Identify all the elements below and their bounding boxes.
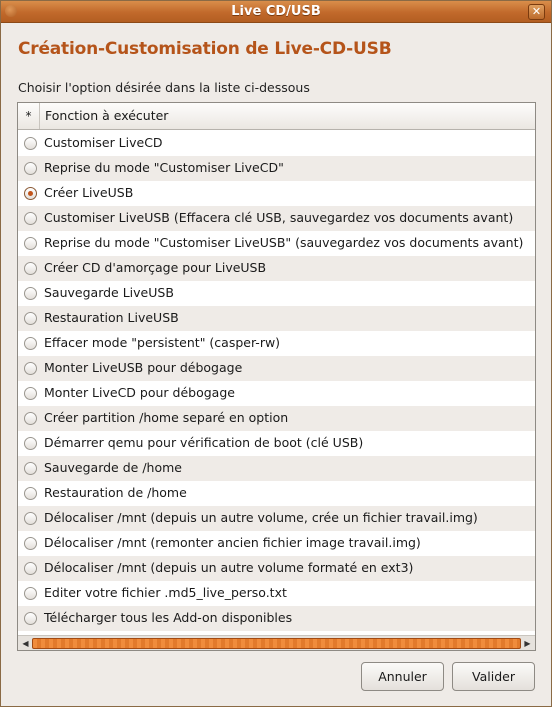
option-radio[interactable] — [24, 362, 37, 375]
list-item[interactable] — [18, 231, 535, 256]
list-item[interactable] — [18, 406, 535, 431]
list-item[interactable] — [18, 581, 535, 606]
list-item[interactable] — [18, 556, 535, 581]
list-item-label: Editer votre fichier .md5_live_perso.txt — [44, 585, 287, 600]
option-radio[interactable] — [24, 612, 37, 625]
list-item[interactable] — [18, 381, 535, 406]
list-item[interactable] — [18, 606, 535, 631]
ok-button[interactable] — [452, 662, 535, 691]
list-item-label: Customiser LiveUSB (Effacera clé USB, sauvegardez vos documents avant) — [44, 210, 514, 225]
option-radio[interactable] — [24, 212, 37, 225]
list-header — [18, 103, 535, 130]
list-item[interactable] — [18, 256, 535, 281]
list-item-label: Démarrer qemu pour vérification de boot (clé USB) — [44, 435, 364, 450]
list-item-label: Reprise du mode "Customiser LiveCD" — [44, 160, 284, 175]
option-radio[interactable] — [24, 487, 37, 500]
list-item-label: Reprise du mode "Customiser LiveUSB" (sauvegardez vos documents avant) — [44, 235, 524, 250]
option-radio[interactable] — [24, 387, 37, 400]
title-bar[interactable] — [1, 1, 551, 23]
option-radio[interactable] — [24, 162, 37, 175]
list-item-label: Délocaliser /mnt (depuis un autre volume formaté en ext3) — [44, 560, 414, 575]
list-item-label: Monter LiveCD pour débogage — [44, 385, 235, 400]
list-item[interactable] — [18, 356, 535, 381]
list-item[interactable] — [18, 531, 535, 556]
page-title: Création-Customisation de Live-CD-USB — [18, 39, 392, 59]
option-radio[interactable] — [24, 562, 37, 575]
option-radio[interactable] — [24, 287, 37, 300]
list-item[interactable] — [18, 181, 535, 206]
list-item[interactable] — [18, 206, 535, 231]
list-item[interactable] — [18, 506, 535, 531]
options-list[interactable] — [17, 102, 536, 651]
list-item[interactable] — [18, 431, 535, 456]
list-item[interactable] — [18, 481, 535, 506]
cancel-button-label: Annuler — [378, 669, 427, 684]
option-radio[interactable] — [24, 262, 37, 275]
close-icon[interactable]: ✕ — [528, 4, 545, 20]
instruction-label: Choisir l'option désirée dans la liste ci-dessous — [18, 80, 310, 95]
list-item-label: Effacer mode "persistent" (casper-rw) — [44, 335, 281, 350]
list-item-label: Restauration de /home — [44, 485, 187, 500]
list-item-label: Délocaliser /mnt (remonter ancien fichier image travail.img) — [44, 535, 421, 550]
horizontal-scrollbar[interactable] — [18, 635, 535, 650]
list-item-label: Monter LiveUSB pour débogage — [44, 360, 243, 375]
cancel-button[interactable] — [361, 662, 444, 691]
list-item-label: Sauvegarde de /home — [44, 460, 182, 475]
list-item-label: Restauration LiveUSB — [44, 310, 179, 325]
option-radio[interactable] — [24, 437, 37, 450]
list-item[interactable] — [18, 456, 535, 481]
radio-selected-dot — [28, 191, 33, 196]
list-item-label: Délocaliser /mnt (depuis un autre volume, crée un fichier travail.img) — [44, 510, 478, 525]
column-header-function[interactable]: Fonction à exécuter — [45, 108, 169, 123]
list-item-label: Customiser LiveCD — [44, 135, 163, 150]
scroll-left-icon[interactable]: ◀ — [22, 639, 29, 648]
list-item[interactable] — [18, 281, 535, 306]
option-radio[interactable] — [24, 512, 37, 525]
option-radio[interactable] — [24, 412, 37, 425]
list-item[interactable] — [18, 156, 535, 181]
option-radio[interactable] — [24, 187, 37, 200]
option-radio[interactable] — [24, 237, 37, 250]
list-rows — [18, 131, 535, 631]
option-radio[interactable] — [24, 462, 37, 475]
scroll-right-icon[interactable]: ▶ — [524, 639, 531, 648]
list-item[interactable] — [18, 306, 535, 331]
option-radio[interactable] — [24, 587, 37, 600]
option-radio[interactable] — [24, 137, 37, 150]
ok-button-label: Valider — [472, 669, 515, 684]
option-radio[interactable] — [24, 312, 37, 325]
list-item-label: Créer LiveUSB — [44, 185, 134, 200]
list-item-label: Sauvegarde LiveUSB — [44, 285, 174, 300]
list-item[interactable] — [18, 131, 535, 156]
list-item-label: Créer partition /home separé en option — [44, 410, 289, 425]
list-item-label: Télécharger tous les Add-on disponibles — [44, 610, 293, 625]
scrollbar-thumb[interactable] — [32, 638, 521, 649]
list-item-label: Créer CD d'amorçage pour LiveUSB — [44, 260, 267, 275]
option-radio[interactable] — [24, 537, 37, 550]
option-radio[interactable] — [24, 337, 37, 350]
window-title: Live CD/USB — [231, 4, 321, 19]
column-header-select[interactable]: * — [18, 103, 40, 129]
list-item[interactable] — [18, 331, 535, 356]
